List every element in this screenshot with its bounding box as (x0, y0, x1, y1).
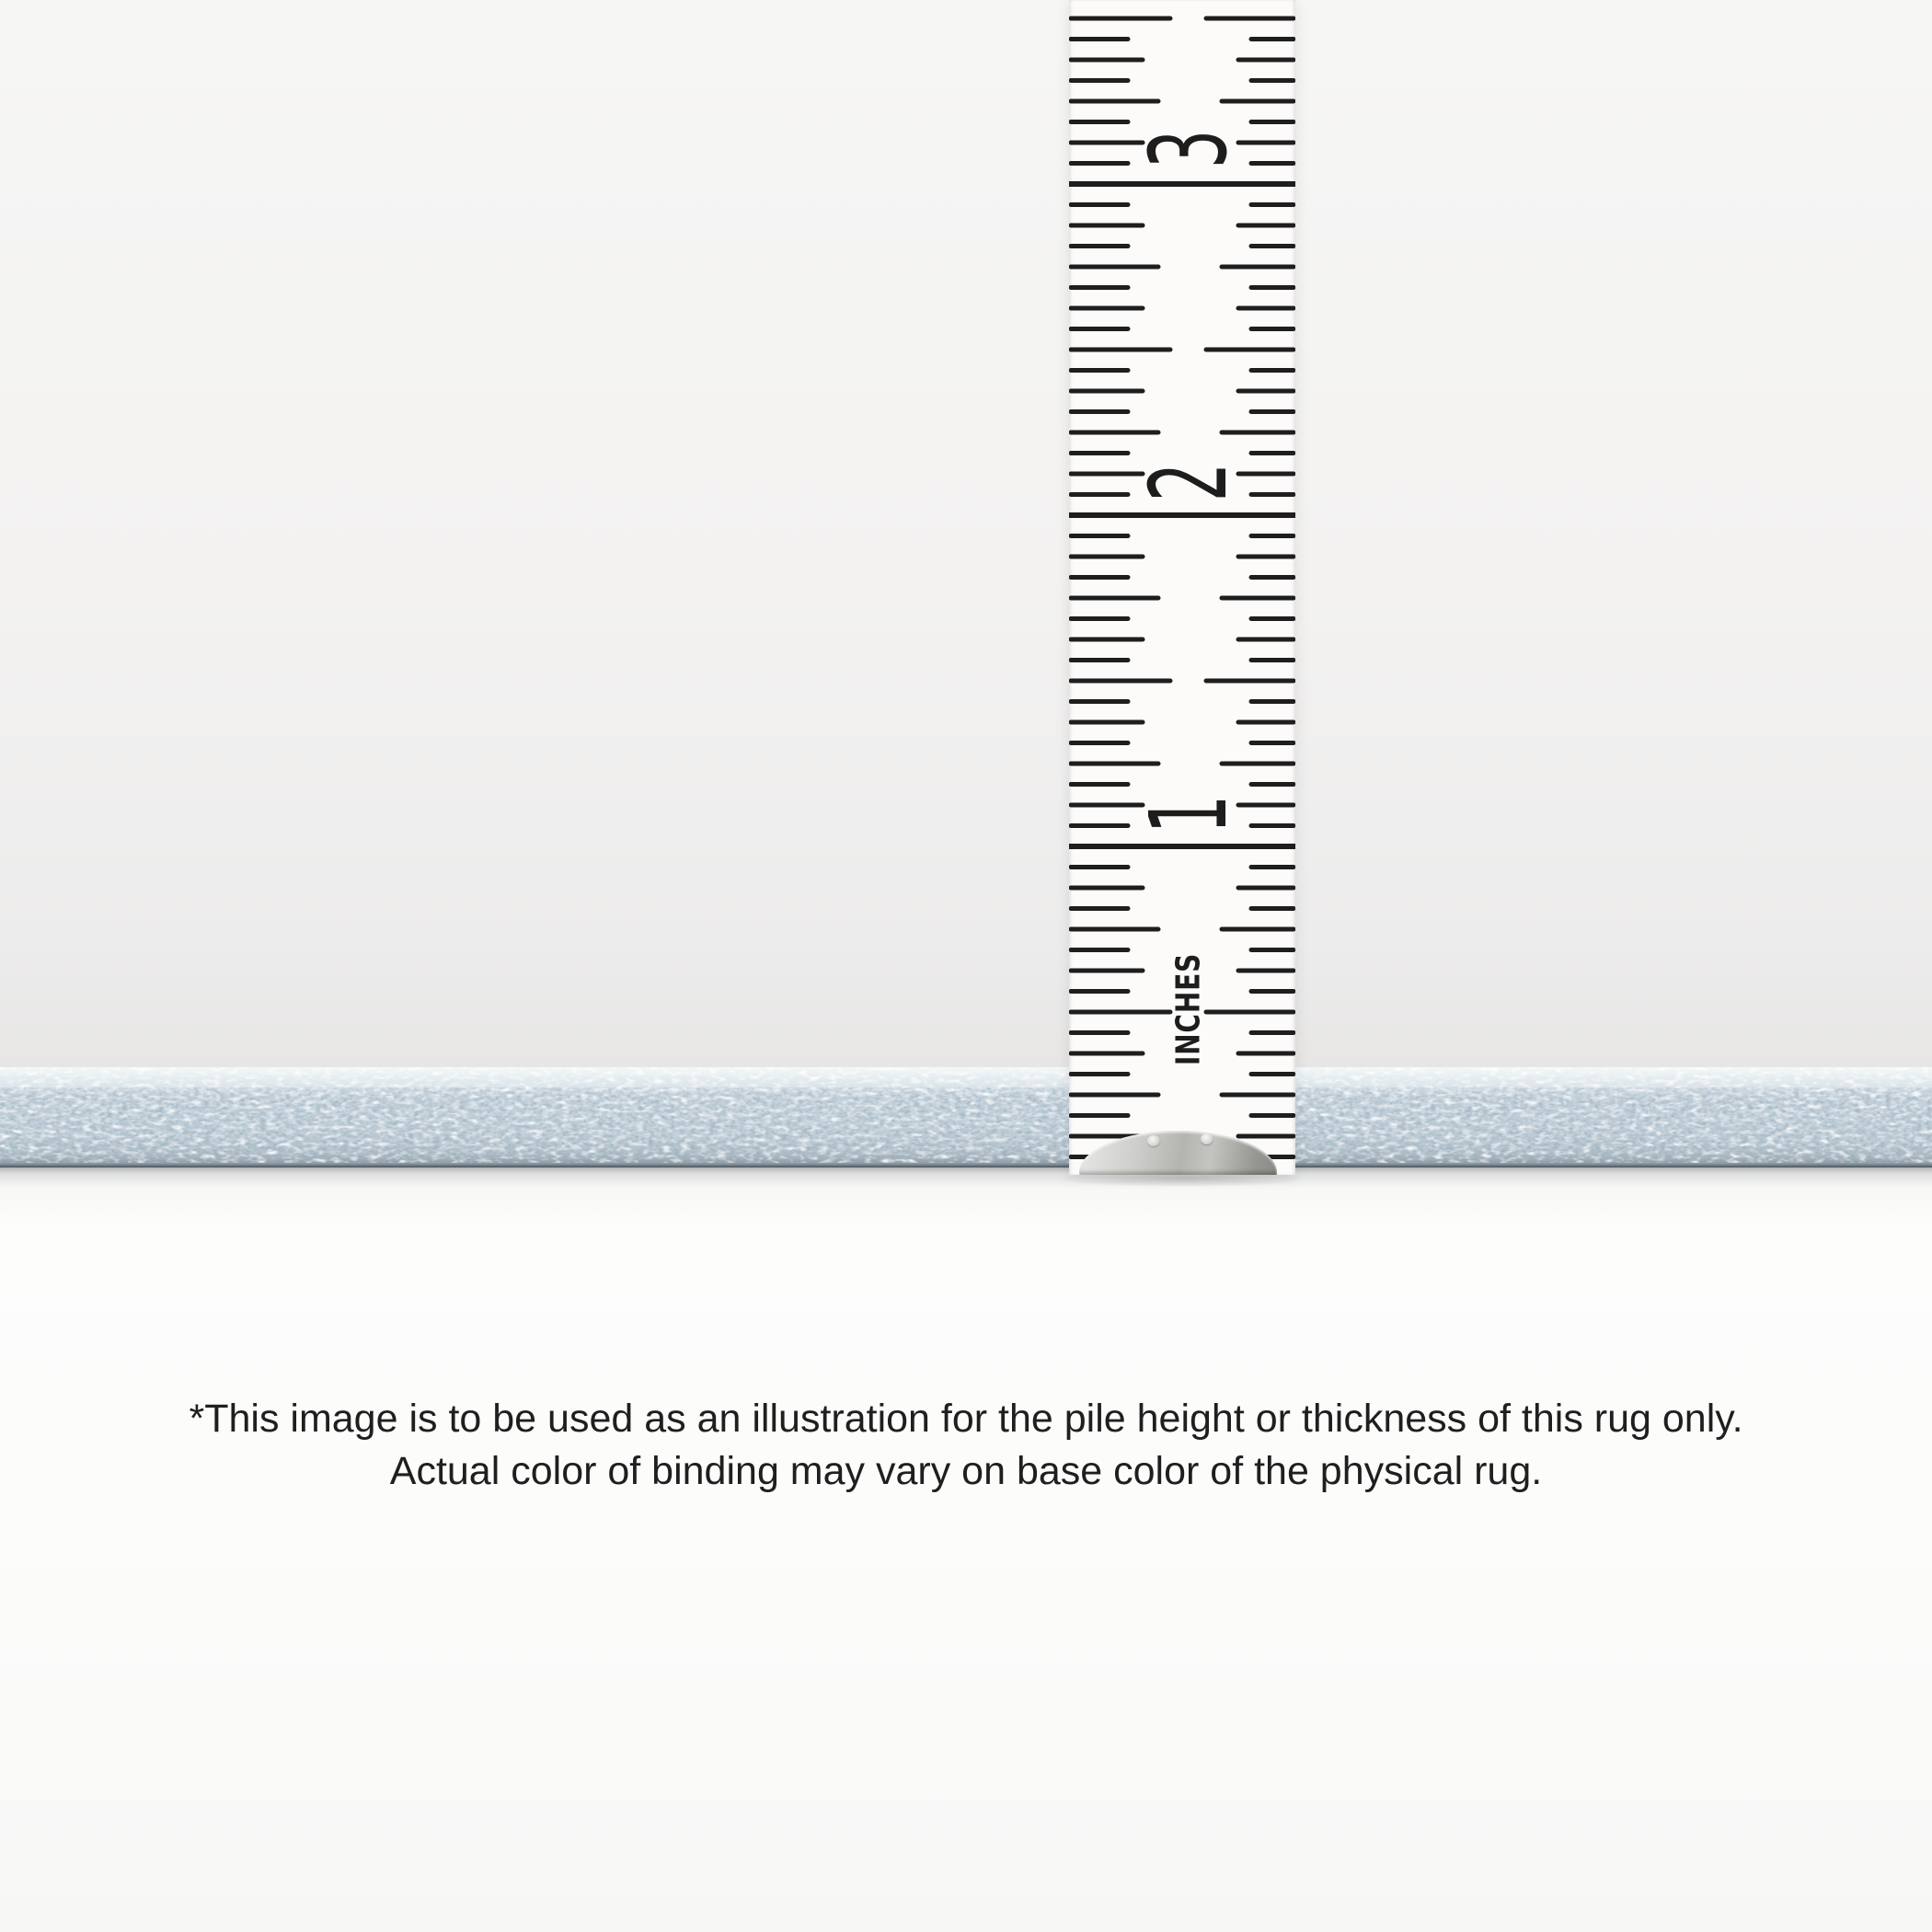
rug-edge-strip (0, 1067, 1932, 1168)
ruler-unit-label: INCHES (1169, 952, 1208, 1066)
rug-shadow (0, 1167, 1932, 1187)
rivet (1147, 1135, 1160, 1146)
disclaimer-caption (0, 1393, 1932, 1498)
ruler-number-2: 2 (1128, 462, 1251, 502)
ruler (1069, 0, 1295, 1175)
ruler-number-3: 3 (1128, 129, 1251, 169)
rivet (1201, 1133, 1213, 1144)
disclaimer-line-2: Actual color of binding may vary on base color of the physical rug. (389, 1449, 1543, 1493)
ruler-number-1: 1 (1128, 794, 1251, 834)
rug-pile-fuzz (0, 1067, 1932, 1098)
disclaimer-line-1: *This image is to be used as an illustration for the pile height or thickness of this rug only. (189, 1397, 1743, 1441)
floor (0, 1167, 1932, 1932)
